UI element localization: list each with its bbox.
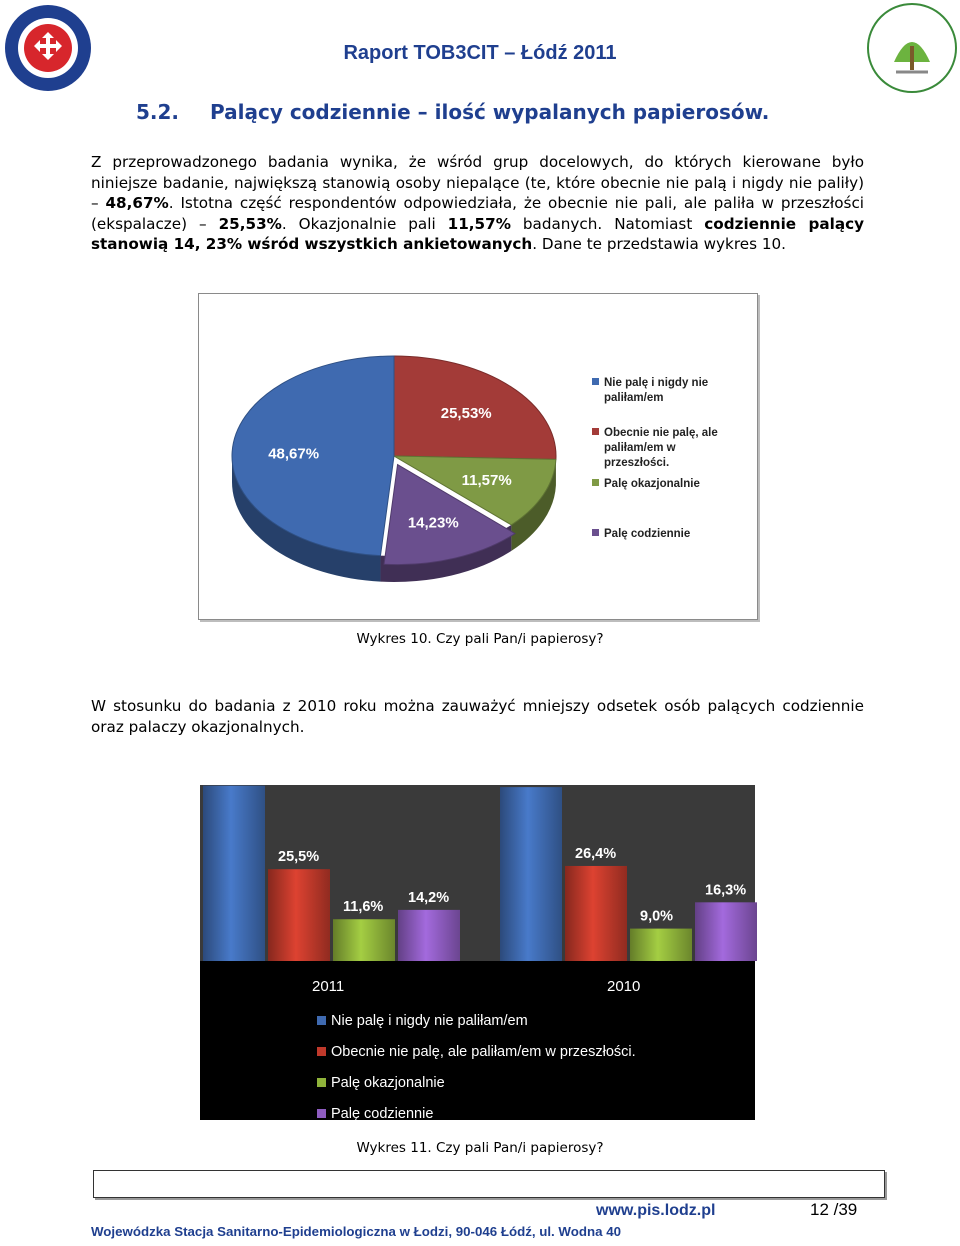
- text-run: . Istotna część respondentów odpowiedziała, że obecnie nie pali, ale paliła w przeszłości (ekspalacze) –: [91, 194, 865, 233]
- bar: [695, 902, 757, 961]
- pie-slice-label: 48,67%: [268, 445, 320, 463]
- section-number: 5.2.: [136, 100, 180, 124]
- report-title: Raport TOB3CIT – Łódź 2011: [343, 42, 617, 64]
- chart-caption-11: Wykres 11. Czy pali Pan/i papierosy?: [356, 1140, 604, 1156]
- category-label: 2011: [312, 978, 345, 995]
- page-number: 12 /39: [810, 1200, 858, 1219]
- legend-label: Obecnie nie palę, ale paliłam/em w przeszłości.: [331, 1044, 636, 1060]
- text-run: . Dane te przedstawia wykres 10.: [532, 235, 786, 253]
- bar-value-label: 14,2%: [408, 889, 450, 906]
- legend-label: Palę codziennie: [604, 528, 691, 540]
- bar-value-label: 25,5%: [278, 849, 320, 866]
- bar: [500, 787, 562, 961]
- legend-swatch: [317, 1078, 326, 1087]
- category-label: 2010: [607, 978, 641, 995]
- legend-label: paliłam/em w: [604, 442, 676, 454]
- section-title: Palący codziennie – ilość wypalanych papierosów.: [210, 100, 770, 124]
- section-heading: [136, 100, 769, 124]
- comparison-paragraph: W stosunku do badania z 2010 roku można zauważyć mniejszy odsetek osób palących codziennie oraz palaczy okazjonalnych.: [91, 697, 864, 736]
- bar-value-label: 26,4%: [575, 845, 617, 862]
- bar-value-label: 48,3%: [510, 767, 552, 784]
- bar-value-label: 48,7%: [213, 765, 255, 782]
- legend-swatch: [317, 1047, 326, 1056]
- bar: [333, 919, 395, 961]
- legend-label: Obecnie nie palę, ale: [604, 427, 718, 439]
- pie-chart-svg: [199, 294, 757, 619]
- bold-run: 25,53%: [218, 214, 282, 233]
- legend-area: [200, 961, 755, 1120]
- bar-value-label: 9,0%: [640, 908, 674, 925]
- bold-run: 11,57%: [447, 214, 511, 233]
- footer-url[interactable]: www.pis.lodz.pl: [596, 1202, 716, 1219]
- footer-address: Wojewódzka Stacja Sanitarno-Epidemiologiczna w Łodzi, 90-046 Łódź, ul. Wodna 40: [91, 1224, 621, 1239]
- legend-swatch: [592, 378, 599, 385]
- legend-label: Palę okazjonalnie: [331, 1075, 445, 1091]
- legend-label: paliłam/em: [604, 392, 664, 404]
- bar: [203, 786, 265, 961]
- bar-chart-svg: [200, 765, 755, 1122]
- text-run: badanych. Natomiast: [510, 214, 705, 233]
- legend-swatch: [592, 529, 599, 536]
- bar: [630, 929, 692, 961]
- bar-chart: [200, 765, 755, 1122]
- legend-label: Nie palę i nigdy nie paliłam/em: [331, 1013, 528, 1029]
- legend-label: Nie palę i nigdy nie: [604, 377, 709, 389]
- legend-swatch: [317, 1016, 326, 1025]
- pie-slice-label: 14,23%: [407, 514, 459, 532]
- bar-value-label: 16,3%: [705, 882, 747, 899]
- bold-run: 48,67%: [105, 194, 169, 212]
- pie-slice-label: 25,53%: [440, 404, 492, 422]
- legend-label: przeszłości.: [604, 457, 670, 469]
- bar-value-label: 11,6%: [343, 899, 384, 916]
- intro-paragraph: [91, 152, 864, 255]
- bar: [398, 910, 460, 961]
- legend-label: Palę codziennie: [331, 1106, 434, 1122]
- footer-divider: [93, 1170, 885, 1198]
- text-run: Z przeprowadzonego badania wynika, że wśród grup docelowych, do których kierowane było niniejsze badanie, największą stanowią osoby niepalące (te, które obecnie nie palą i nigdy nie paliły) –: [91, 153, 864, 212]
- text-run: . Okazjonalnie pali: [281, 214, 448, 233]
- bar: [565, 866, 627, 961]
- legend-swatch: [317, 1109, 326, 1118]
- bold-run: codziennie palący stanowią 14, 23% wśród wszystkich ankietowanych: [91, 214, 865, 253]
- legend-swatch: [592, 479, 599, 486]
- chart-caption-10: Wykres 10. Czy pali Pan/i papierosy?: [356, 631, 604, 647]
- pie-chart: [198, 293, 758, 620]
- legend-label: Palę okazjonalnie: [604, 478, 700, 490]
- pie-slice-label: 11,57%: [461, 471, 512, 489]
- bar: [268, 869, 330, 961]
- legend-swatch: [592, 428, 599, 435]
